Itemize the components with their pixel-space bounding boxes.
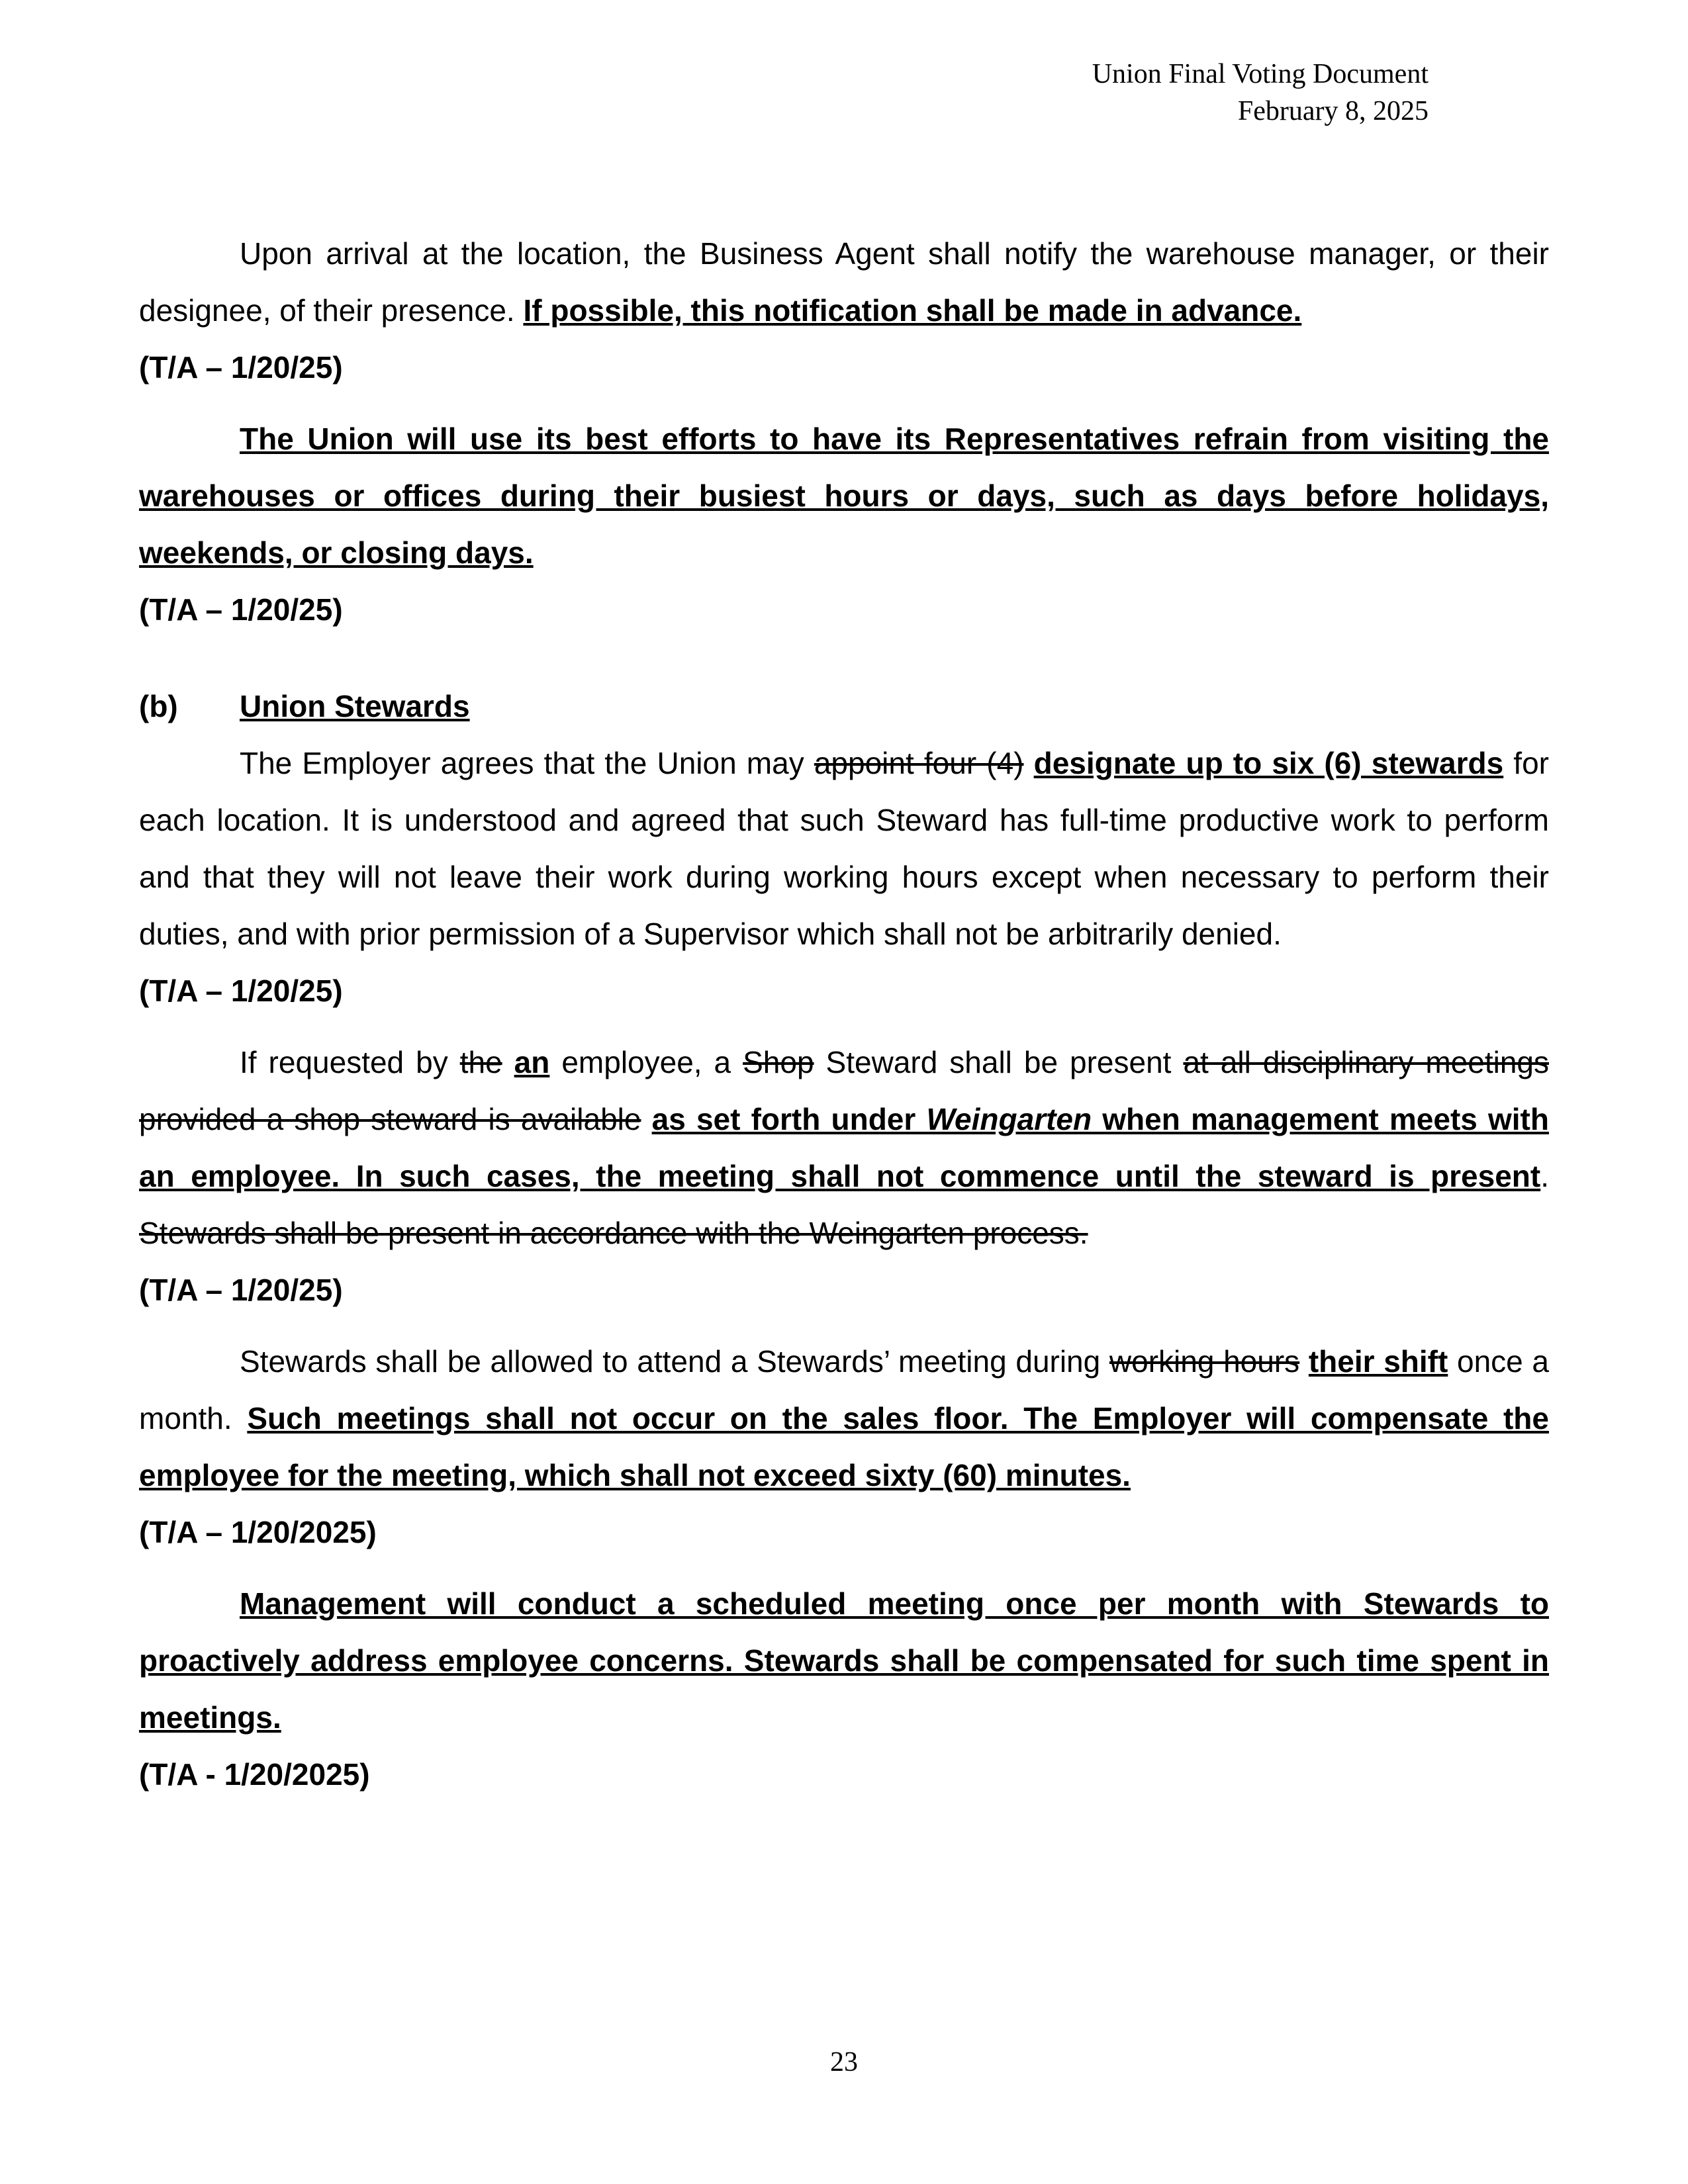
deleted-text: at all disciplinary meetings provided a shop steward is available [139,1045,1549,1136]
inserted-text: their shift [1308,1344,1448,1379]
ta-marker: (T/A - 1/20/2025) [139,1757,370,1792]
inserted-text: Such meetings shall not occur on the sales floor. The Employer will compensate the employee for the meeting, which shall not exceed sixty (60) minutes. [139,1401,1549,1492]
ta-marker: (T/A – 1/20/25) [139,350,343,385]
inserted-text: as set forth under [651,1102,927,1136]
paragraph-steward-designation [139,735,1549,962]
header-title: Union Final Voting Document [1092,59,1429,89]
ta-marker: (T/A – 1/20/25) [139,1273,343,1307]
inserted-text: If possible, this notification shall be made in advance. [523,293,1302,328]
paragraph-representatives [139,410,1549,581]
paragraph-text: employee, a [549,1045,743,1079]
paragraph-text: Upon arrival at the location, the Business Agent shall notify the warehouse manager, or their designee, of their presence. [139,236,1549,328]
paragraph-business-agent [139,225,1549,339]
paragraph-text: once a month. [139,1344,1550,1435]
inserted-text: an [514,1045,550,1079]
paragraph-weingarten [139,1034,1549,1261]
inserted-text: designate up to six (6) stewards [1033,746,1504,780]
deleted-text: appoint four (4) [814,746,1024,780]
paragraph-management-meeting [139,1575,1549,1746]
paragraph-text: . [1540,1159,1549,1193]
section-number: (b) [139,689,178,723]
inserted-text: Management will conduct a scheduled meeting once per month with Stewards to proactively address employee concerns. Stewards shall be compensated for such time spent in meetings. [139,1586,1549,1735]
header-date: February 8, 2025 [1237,96,1429,126]
paragraph-stewards-meeting [139,1333,1549,1504]
page-number: 23 [830,2047,858,2077]
deleted-text: Stewards shall be present in accordance with the Weingarten process. [139,1216,1088,1250]
document-body [139,225,1549,1803]
paragraph-text: Steward shall be present [814,1045,1184,1079]
ta-marker: (T/A – 1/20/25) [139,592,343,627]
inserted-text: The Union will use its best efforts to have its Representatives refrain from visiting the warehouses or offices during their busiest hours or days, such as days before holidays, weekends, or closing days. [139,422,1549,570]
paragraph-text: If requested by [240,1045,460,1079]
deleted-text: the [459,1045,502,1079]
paragraph-text: for each location. It is understood and agreed that such Steward has full-time productive work to perform and that they will not leave their work during working hours except when necessary to perform their duties, and with prior permission of a Supervisor which shall not be arbitrarily denied. [139,746,1549,951]
deleted-text: working hours [1109,1344,1300,1379]
paragraph-text: Stewards shall be allowed to attend a Stewards’ meeting during [240,1344,1109,1379]
inserted-italic-text: Weingarten [926,1102,1092,1136]
section-heading-union-stewards [139,678,1549,735]
inserted-text: when management meets with an employee. In such cases, the meeting shall not commence until the steward is present [139,1102,1549,1193]
section-title: Union Stewards [240,689,470,723]
document-header [1092,56,1429,130]
ta-marker: (T/A – 1/20/25) [139,974,343,1008]
deleted-text: Shop [743,1045,814,1079]
paragraph-text: The Employer agrees that the Union may [240,746,814,780]
ta-marker: (T/A – 1/20/2025) [139,1515,377,1549]
